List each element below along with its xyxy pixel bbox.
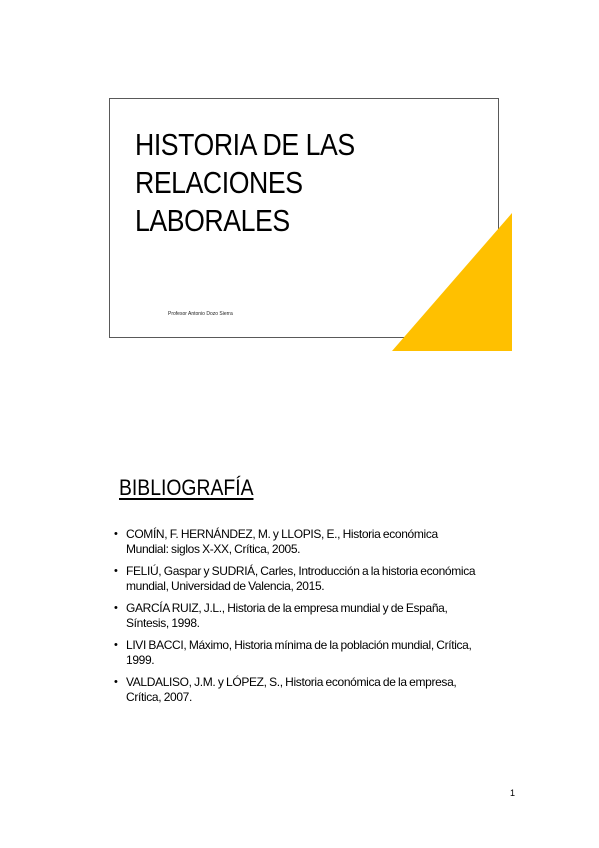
reference-text: VALDALISO, J.M. y LÓPEZ, S., Historia económica de la empresa, Crítica, 2007. [126, 675, 457, 704]
title-line: RELACIONES [135, 165, 303, 200]
reference-text: LIVI BACCI, Máximo, Historia mínima de la población mundial, Crítica, 1999. [126, 638, 472, 667]
author-credit: Profesor Antonio Dozo Sierra [168, 311, 233, 317]
bullet-icon: • [114, 639, 118, 651]
page-number: 1 [510, 788, 516, 798]
bullet-icon: • [114, 602, 118, 614]
accent-triangle [392, 213, 512, 351]
reference-item [112, 638, 482, 668]
reference-item [112, 601, 482, 631]
bibliography-heading: BIBLIOGRAFÍA [119, 475, 254, 500]
reference-item [112, 527, 482, 557]
bullet-icon: • [114, 676, 118, 688]
reference-text: COMÍN, F. HERNÁNDEZ, M. y LLOPIS, E., Historia económica Mundial: siglos X-XX, Crítica, 2005. [126, 527, 438, 556]
title-line: LABORALES [135, 203, 290, 238]
reference-text: FELIÚ, Gaspar y SUDRIÁ, Carles, Introducción a la historia económica mundial, Universidad de Valencia, 2015. [126, 564, 476, 593]
reference-list [112, 527, 482, 712]
bullet-icon: • [114, 565, 118, 577]
title-line: HISTORIA DE LAS [135, 127, 355, 162]
slide-title [135, 126, 355, 240]
reference-text: GARCÍA RUIZ, J.L., Historia de la empresa mundial y de España, Síntesis, 1998. [126, 601, 448, 630]
reference-item [112, 675, 482, 705]
bullet-icon: • [114, 528, 118, 540]
reference-item [112, 564, 482, 594]
